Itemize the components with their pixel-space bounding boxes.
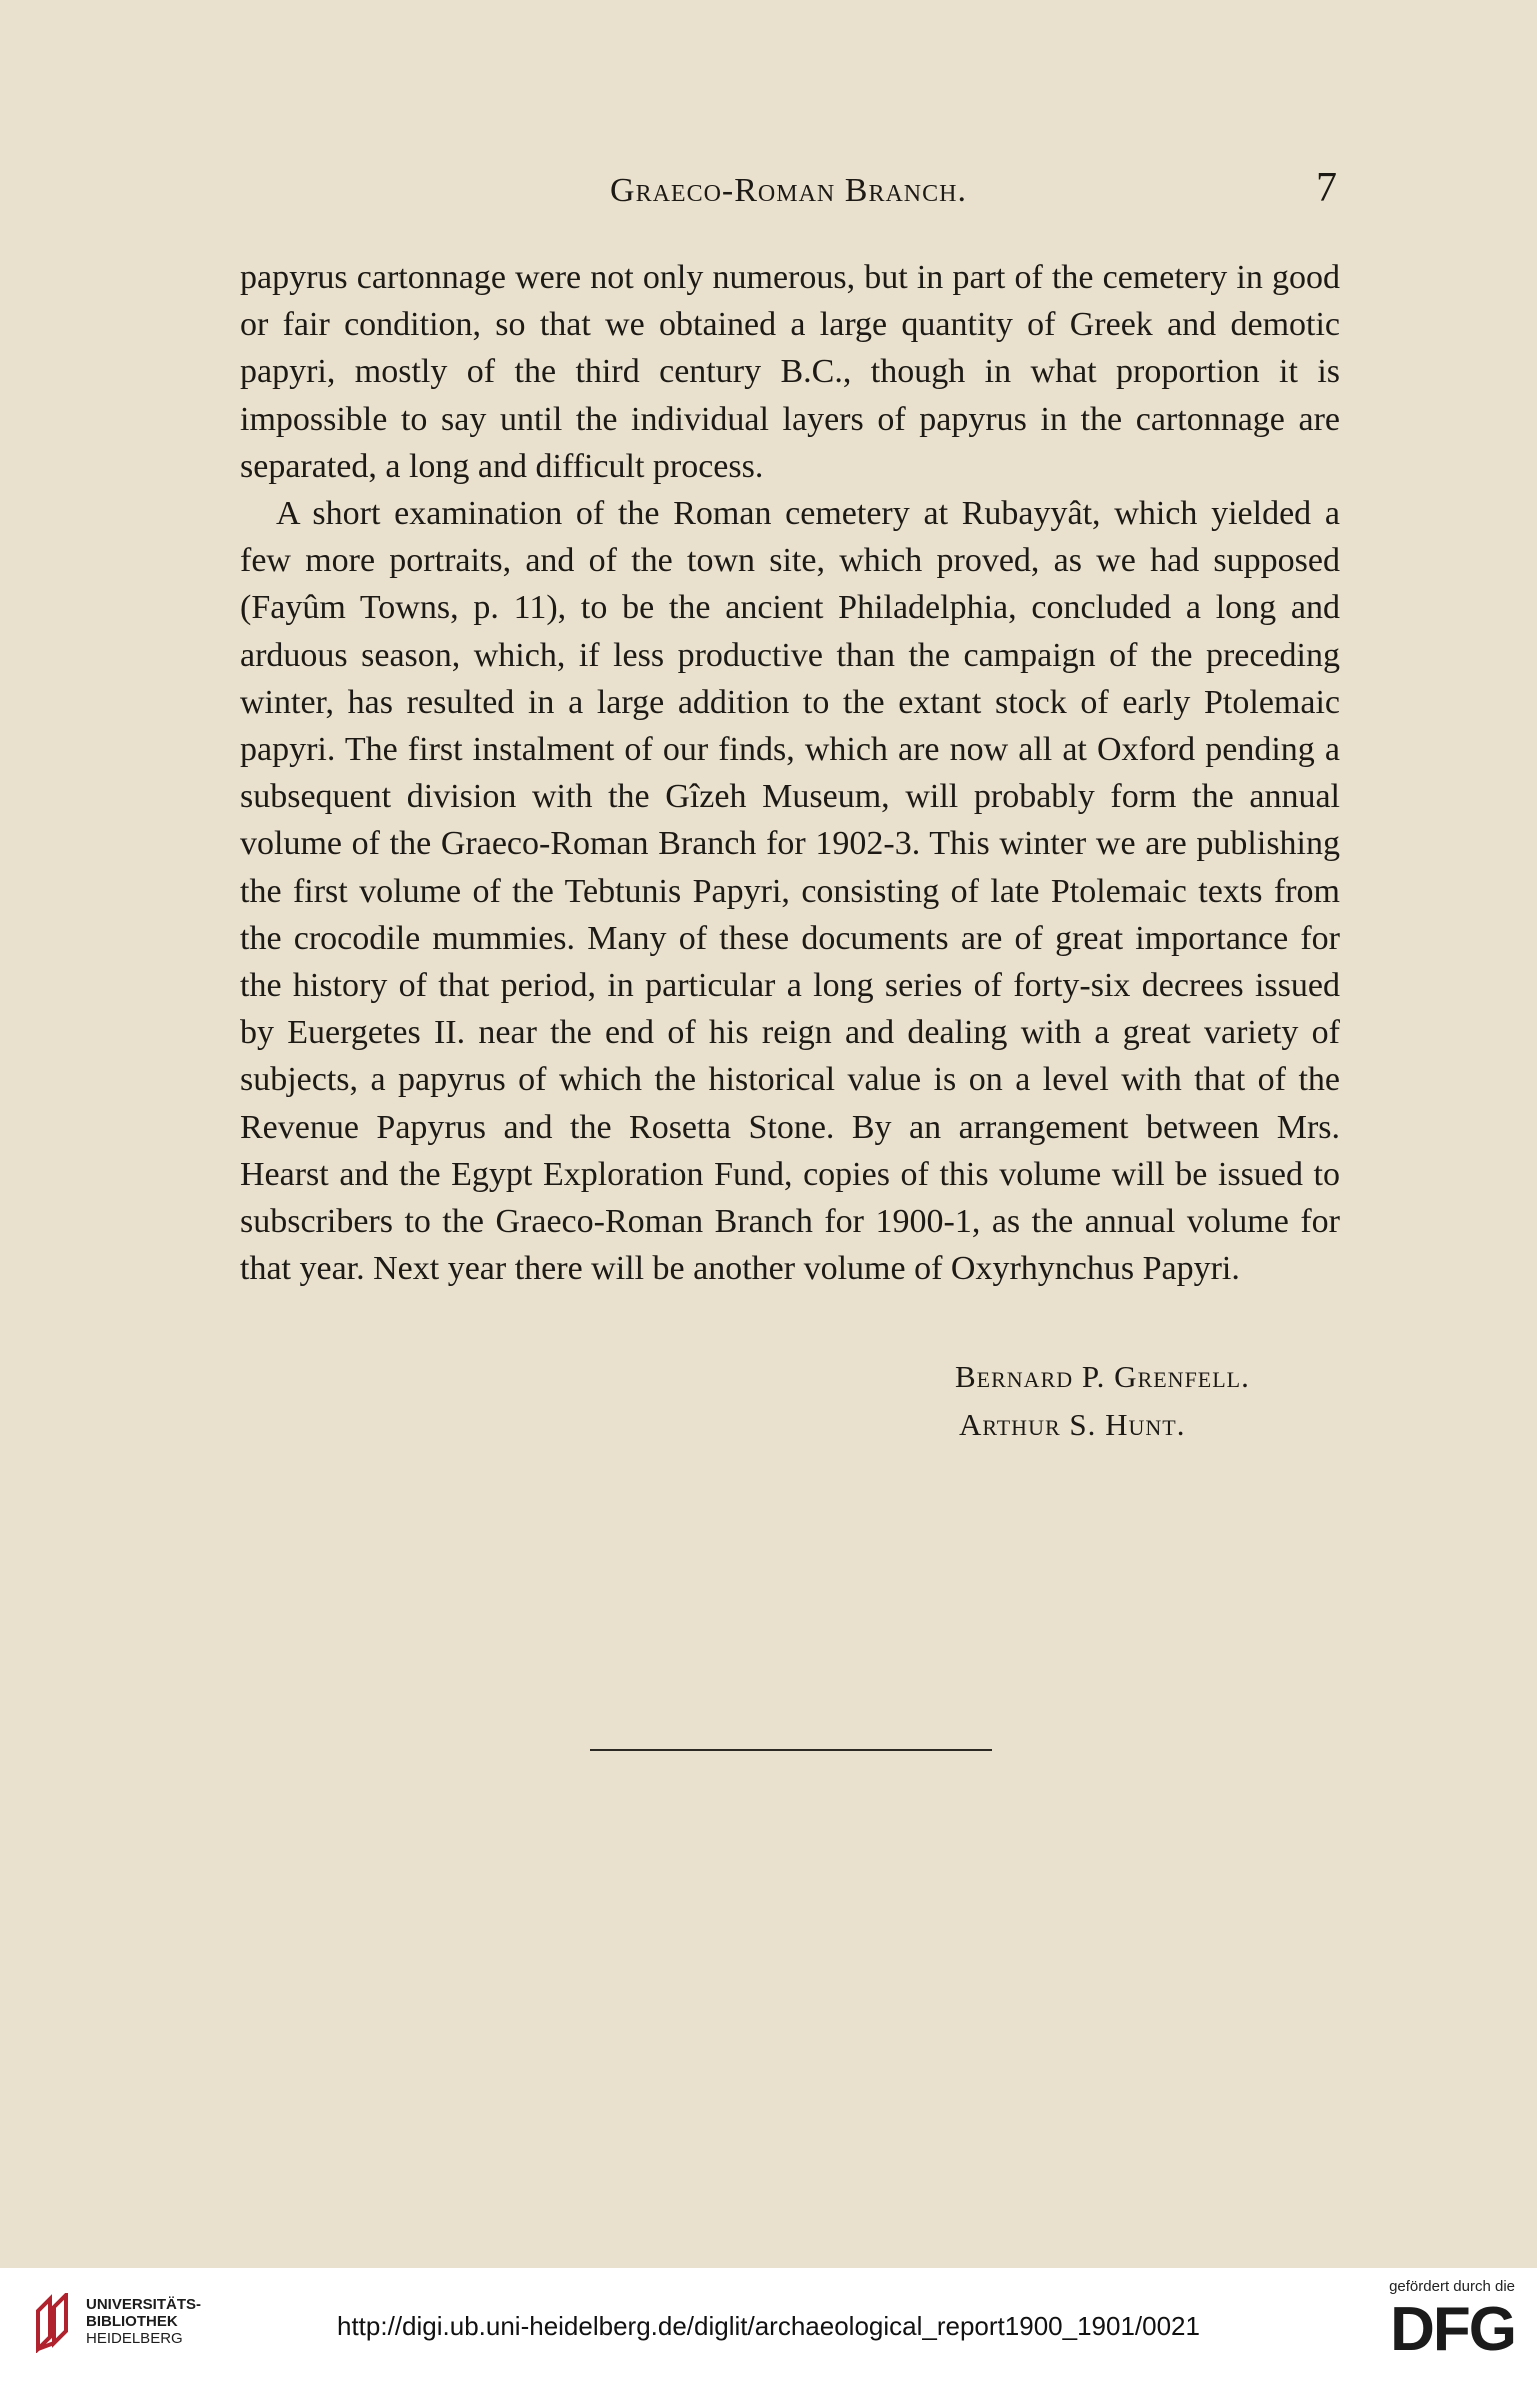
library-logo-line-2: BIBLIOTHEK: [86, 2313, 178, 2330]
dfg-logo: DFG: [1390, 2295, 1515, 2364]
permalink-url[interactable]: http://digi.ub.uni-heidelberg.de/diglit/archaeological_report1900_1901/0021: [337, 2311, 1200, 2341]
signature-block: [955, 1353, 1250, 1449]
library-logo-line-1: UNIVERSITÄTS-: [86, 2296, 202, 2313]
end-rule: [590, 1749, 992, 1751]
page-number: 7: [1316, 165, 1337, 211]
funder-text: gefördert durch die: [1389, 2278, 1515, 2295]
body-text: [240, 254, 1340, 1292]
signature-hunt: Arthur S. Hunt.: [959, 1407, 1186, 1442]
library-logo-line-3: HEIDELBERG: [86, 2330, 183, 2347]
funder-block: [1355, 2278, 1515, 2364]
paragraph-1: papyrus cartonnage were not only numerous, but in part of the cemetery in good or fair condition, so that we obtained a large quantity of Greek and demotic papyri, mostly of the third century B.C., though in what proportion it is impossible to say until the individual layers of papyrus in the cartonnage are separated, a long and difficult process.: [240, 259, 1340, 485]
digitization-footer: [0, 2268, 1537, 2385]
paragraph-2: A short examination of the Roman cemetery at Rubayyât, which yielded a few more portraits, and of the town site, which proved, as we had supposed (Fayûm Towns, p. 11), to be the ancient Philadelphia, concluded a long and arduous season, which, if less productive than the campaign of the preceding winter, has resulted in a large addition to the extant stock of early Ptolemaic papyri. The first instalment of our finds, which are now all at Oxford pending a subsequent division with the Gîzeh Museum, will probably form the annual volume of the Graeco-Roman Branch for 1902-3. This winter we are publishing the first volume of the Tebtunis Papyri, consisting of late Ptolemaic texts from the crocodile mummies. Many of these documents are of great importance for the history of that period, in particular a long series of forty-six decrees issued by Euergetes II. near the end of his reign and dealing with a great variety of subjects, a papyrus of which the historical value is on a level with that of the Revenue Papyrus and the Rosetta Stone. By an arrangement between Mrs. Hearst and the Egypt Exploration Fund, copies of this volume will be issued to subscribers to the Graeco-Roman Branch for 1900-1, as the annual volume for that year. Next year there will be another volume of Oxyrhynchus Papyri.: [240, 495, 1340, 1288]
running-title: Graeco-Roman Branch.: [610, 172, 967, 209]
page-header: [240, 165, 1337, 222]
signature-grenfell: Bernard P. Grenfell.: [955, 1359, 1250, 1394]
